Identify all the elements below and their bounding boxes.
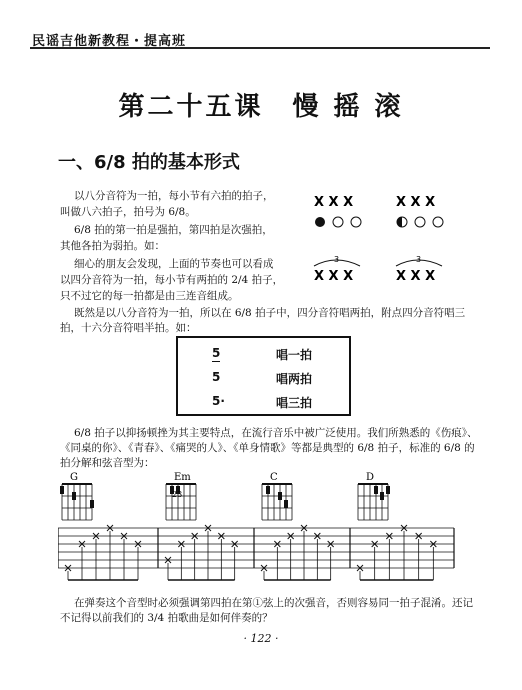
page-number: · 122 · (243, 632, 279, 645)
strong-beat-marker (315, 217, 325, 227)
note-meaning: 唱两拍 (276, 372, 313, 386)
tab-note (93, 533, 99, 580)
chord-diagram (262, 472, 292, 520)
tab-note (314, 533, 320, 580)
paragraph-note-values: 既然是以八分音符为一拍，所以在 6/8 拍子中，四分音符唱两拍，附点四分音符唱三拍，十六分音符唱半拍。如： (60, 307, 466, 334)
note-symbol: 5· (212, 394, 225, 408)
chord-name: Em (174, 472, 191, 483)
tab-note (328, 541, 334, 580)
paragraph-line: 以八分音符为一拍，每小节有六拍的拍子， (74, 190, 274, 202)
lesson-title: 第二十五课 慢 摇 滚 (118, 92, 404, 122)
tab-note (372, 541, 378, 580)
header-divider (30, 47, 490, 49)
book-title: 民谣吉他新教程・提高班 (32, 34, 187, 49)
note-value-row (178, 394, 349, 416)
tab-note (386, 533, 392, 580)
tablature-figure (58, 472, 458, 587)
paragraph-line: 其他各拍为弱拍。如： (60, 240, 165, 252)
rhythm-figure (306, 190, 466, 290)
note-symbol: 5 (212, 346, 221, 360)
eighth-underline (212, 361, 220, 362)
rhythm-row-top-left: X X X (314, 195, 354, 210)
paragraph-line: 以四分音符为一拍，每小节有两拍的 2/4 拍子， (60, 274, 284, 286)
finger-dot (284, 500, 288, 508)
chord-diagram (60, 472, 94, 520)
note-meaning: 唱一拍 (276, 348, 313, 362)
weak-beat-marker (351, 217, 361, 227)
chord-diagram (358, 472, 390, 520)
tab-note (430, 541, 436, 580)
tab-note (416, 533, 422, 580)
tab-note (261, 565, 267, 580)
tab-note (165, 557, 171, 580)
tab-note (274, 541, 280, 580)
note-value-box (176, 336, 351, 416)
section-heading: 一、6/8 拍的基本形式 (58, 152, 240, 173)
chord-diagram (166, 472, 196, 520)
tab-note (401, 525, 407, 580)
chord-name: G (70, 472, 78, 483)
tab-note (205, 525, 211, 580)
triplet-number: 3 (416, 255, 422, 264)
tab-note (192, 533, 198, 580)
finger-dot (374, 486, 378, 494)
finger-dot (90, 500, 94, 508)
chord-fingering: 23 (172, 490, 183, 499)
note-meaning: 唱三拍 (276, 396, 313, 410)
paragraph-line: 6/8 拍的第一拍是强拍，第四拍是次强拍， (74, 224, 273, 236)
tab-note (178, 541, 184, 580)
finger-dot (386, 486, 390, 494)
note-value-row (178, 346, 349, 368)
tab-note (232, 541, 238, 580)
finger-dot (278, 492, 282, 500)
paragraph-line: 只不过它的每一拍都是由三连音组成。 (60, 290, 239, 302)
finger-dot (72, 492, 76, 500)
tab-note (79, 541, 85, 580)
tab-note (65, 565, 71, 580)
paragraph-line: 细心的朋友会发现，上面的节奏也可以看成 (74, 258, 274, 270)
paragraph-closing: 在弹奏这个音型时必须强调第四拍在第①弦上的次强音，否则容易同一拍子混淆。还记不记得以前我们的 3/4 拍歌曲是如何伴奏的？ (60, 597, 473, 624)
secondary-strong-beat-marker (397, 217, 407, 227)
tab-note (107, 525, 113, 580)
tab-note (357, 565, 363, 580)
chord-name: C (270, 472, 278, 483)
weak-beat-marker (415, 217, 425, 227)
paragraph-line: 叫做八六拍子，拍号为 6/8。 (60, 206, 196, 218)
weak-beat-marker (433, 217, 443, 227)
tab-note (121, 533, 127, 580)
tab-note (135, 541, 141, 580)
rhythm-row-bottom-left: X X X (314, 269, 354, 284)
weak-beat-marker (333, 217, 343, 227)
finger-dot (266, 486, 270, 494)
tab-note (301, 525, 307, 580)
paragraph-six-eight: 6/8 拍子以抑扬顿挫为其主要特点，在流行音乐中被广泛使用。我们所熟悉的《伤痕》、《同桌的你》、《青春》、《痛哭的人》、《单身情歌》等都是典型的 6/8 拍子，标准的 6/8 的拍分解和弦音型为： (60, 427, 478, 469)
finger-dot (60, 486, 64, 494)
note-symbol: 5 (212, 370, 221, 384)
triplet-number: 3 (334, 255, 340, 264)
rhythm-row-bottom-right: X X X (396, 269, 436, 284)
finger-dot (380, 492, 384, 500)
rhythm-row-top-right: X X X (396, 195, 436, 210)
note-value-row (178, 370, 349, 392)
tab-note (218, 533, 224, 580)
tab-note (288, 533, 294, 580)
chord-name: D (366, 472, 375, 483)
